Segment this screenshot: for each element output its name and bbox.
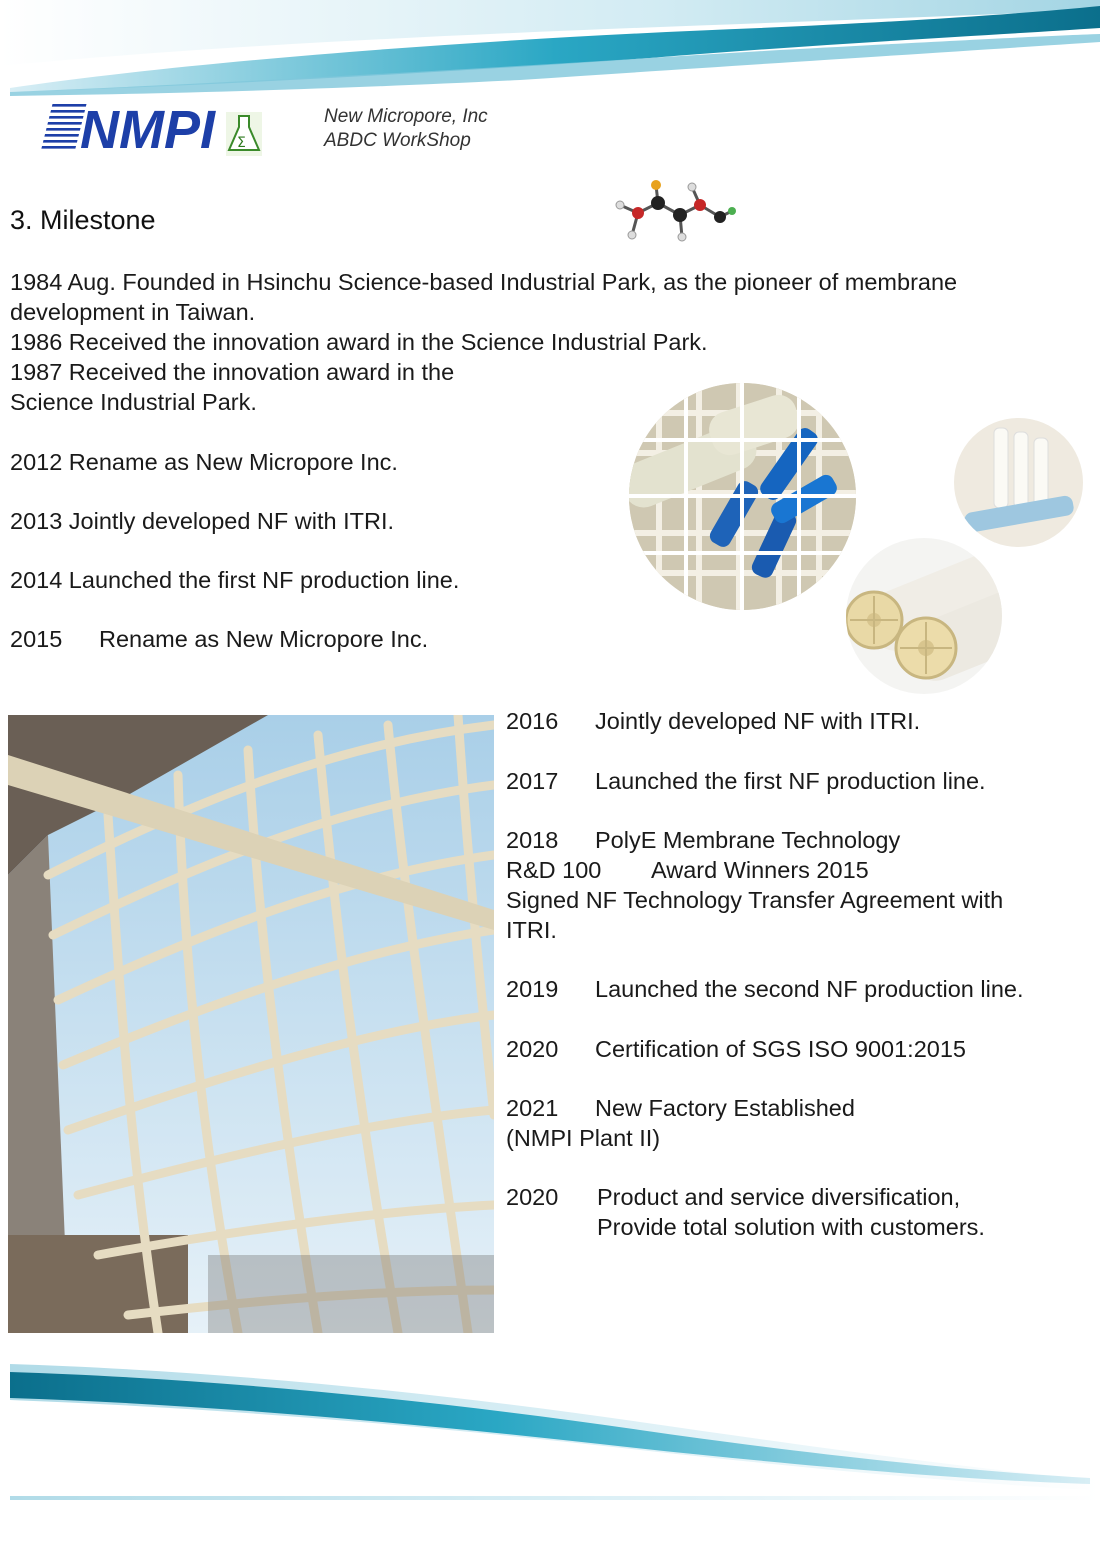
milestone-row bbox=[506, 1123, 660, 1153]
molecule-icon bbox=[608, 175, 743, 255]
milestone-row bbox=[506, 974, 1024, 1004]
bottom-wave-banner bbox=[0, 1360, 1100, 1500]
section-title: 3. Milestone bbox=[10, 205, 156, 235]
milestone-line: 1986 Received the innovation award in the Science Industrial Park. bbox=[10, 329, 708, 355]
milestone-text: Provide total solution with customers. bbox=[597, 1214, 985, 1240]
milestone-row bbox=[506, 855, 869, 885]
svg-text:NMPI: NMPI bbox=[80, 100, 215, 156]
milestone-year: 2020 bbox=[506, 1184, 559, 1210]
svg-text:Σ: Σ bbox=[237, 135, 246, 151]
milestone-row bbox=[506, 825, 900, 855]
milestone-row bbox=[506, 885, 1003, 915]
milestone-row bbox=[506, 1182, 960, 1212]
milestone-year: 2015 bbox=[10, 626, 63, 652]
header-logo-block bbox=[40, 96, 560, 160]
membrane-photo-small bbox=[954, 418, 1083, 547]
milestone-year: 2016 bbox=[506, 708, 559, 734]
flask-sigma-icon bbox=[226, 112, 262, 156]
milestone-text: (NMPI Plant II) bbox=[506, 1125, 661, 1151]
milestone-row bbox=[506, 915, 557, 945]
milestone-line: 1987 Received the innovation award in the bbox=[10, 359, 455, 385]
milestone-year: 2019 bbox=[506, 976, 559, 1002]
company-name: New Micropore, Inc bbox=[324, 106, 488, 127]
milestone-text: Rename as New Micropore Inc. bbox=[99, 626, 429, 652]
milestone-year: 2018 bbox=[506, 827, 559, 853]
milestone-text: Jointly developed NF with ITRI. bbox=[595, 708, 921, 734]
milestone-line-2015 bbox=[10, 624, 428, 654]
milestone-text: Signed NF Technology Transfer Agreement with bbox=[506, 887, 1004, 913]
milestone-line: 1984 Aug. Founded in Hsinchu Science-based Industrial Park, as the pioneer of membrane bbox=[10, 269, 958, 295]
milestone-text: ITRI. bbox=[506, 917, 557, 943]
milestone-year: 2021 bbox=[506, 1095, 559, 1121]
workshop-name: ABDC WorkShop bbox=[324, 130, 471, 151]
milestone-line: 2012 Rename as New Micropore Inc. bbox=[10, 449, 398, 475]
membrane-photo-large bbox=[629, 383, 856, 610]
milestone-text: Certification of SGS ISO 9001:2015 bbox=[595, 1036, 966, 1062]
milestone-row bbox=[506, 1034, 966, 1064]
nmpi-logo bbox=[40, 98, 220, 156]
milestone-text: Launched the first NF production line. bbox=[595, 768, 986, 794]
architecture-photo bbox=[8, 715, 494, 1333]
milestone-text: New Factory Established bbox=[595, 1095, 855, 1121]
milestone-row bbox=[506, 766, 986, 796]
milestone-row bbox=[506, 706, 920, 736]
milestone-line: Science Industrial Park. bbox=[10, 389, 257, 415]
milestone-text: Product and service diversification, bbox=[597, 1184, 961, 1210]
membrane-photo-endcaps bbox=[846, 538, 1002, 694]
milestone-line: 2013 Jointly developed NF with ITRI. bbox=[10, 508, 395, 534]
milestone-line: 2014 Launched the first NF production line. bbox=[10, 567, 460, 593]
milestone-text: Award Winners 2015 bbox=[651, 857, 869, 883]
milestone-year: 2017 bbox=[506, 768, 559, 794]
milestone-year: 2020 bbox=[506, 1036, 559, 1062]
award-label: R&D 100 bbox=[506, 857, 602, 883]
milestone-text: Launched the second NF production line. bbox=[595, 976, 1024, 1002]
milestone-line: development in Taiwan. bbox=[10, 299, 256, 325]
milestone-text: PolyE Membrane Technology bbox=[595, 827, 901, 853]
milestone-row bbox=[506, 1093, 855, 1123]
milestone-row bbox=[597, 1212, 985, 1242]
top-wave-banner bbox=[0, 0, 1100, 100]
